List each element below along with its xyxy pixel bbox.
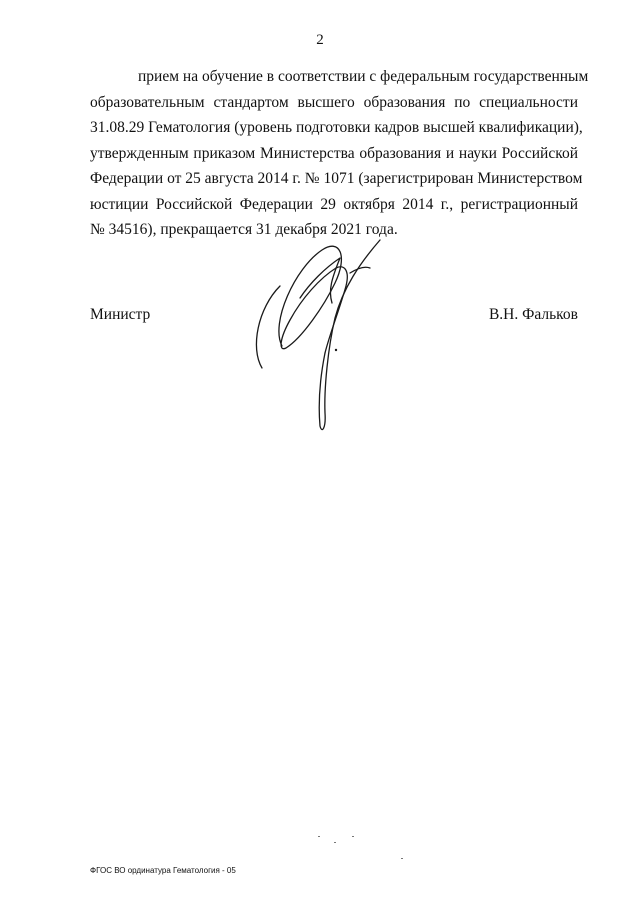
body-line: 31.08.29 Гематология (уровень подготовки кадров высшей квалификации),: [90, 119, 583, 136]
page-number: 2: [316, 32, 324, 48]
scan-speck: [318, 836, 320, 837]
body-line: образовательным стандартом высшего образования по специальности: [90, 93, 578, 111]
body-line: прием на обучение в соответствии с федеральным государственным: [138, 68, 589, 85]
footer-text: ФГОС ВО ординатура Гематология - 05: [90, 866, 236, 875]
body-line: № 34516), прекращается 31 декабря 2021 года.: [90, 221, 398, 238]
signatory-title: Министр: [90, 306, 151, 323]
signatory-name: В.Н. Фальков: [488, 306, 578, 323]
handwritten-signature: [240, 228, 390, 438]
body-line: Федерации от 25 августа 2014 г. № 1071 (зарегистрирован Министерством: [90, 170, 583, 187]
body-line: юстиции Российской Федерации 29 октября 2014 г., регистрационный: [90, 195, 578, 213]
scan-speck: [334, 842, 336, 843]
scan-speck: [401, 858, 403, 859]
scan-speck: [352, 836, 354, 837]
body-line: утвержденным приказом Министерства образования и науки Российской: [90, 144, 578, 162]
body-paragraph: [90, 64, 589, 243]
